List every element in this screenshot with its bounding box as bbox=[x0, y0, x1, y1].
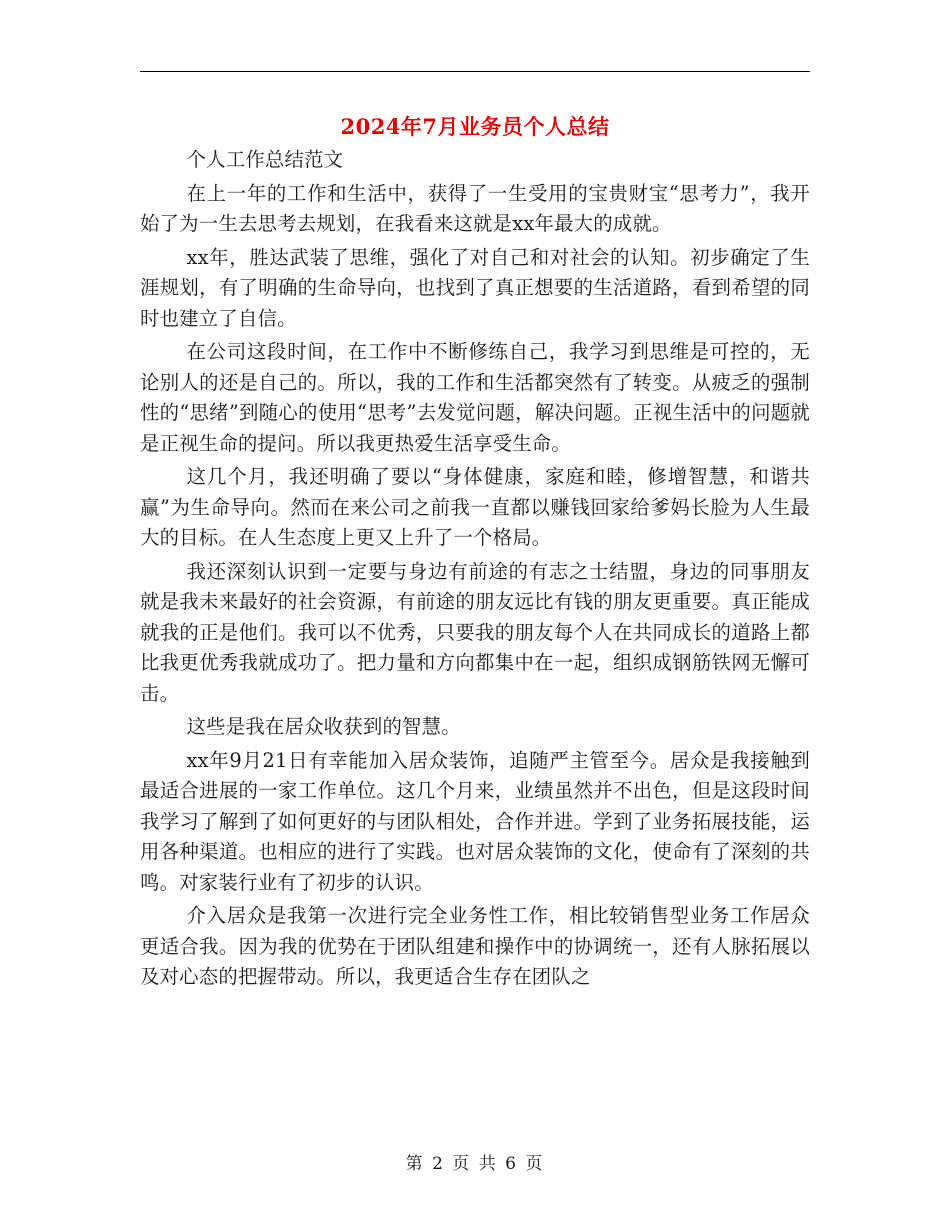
paragraph: 在公司这段时间，在工作中不断修练自己，我学习到思维是可控的，无论别人的还是自己的。所以，我的工作和生活都突然有了转变。从疲乏的强制性的“思绪”到随心的使用“思考”去发觉问题，解决问题。正视生活中的问题就是正视生命的提问。所以我更热爱生活享受生命。 bbox=[140, 340, 810, 455]
paragraph: xx年，胜达武装了思维，强化了对自己和对社会的认知。初步确定了生涯规划，有了明确的生命导向，也找到了真正想要的生活道路，看到希望的同时也建立了自信。 bbox=[140, 245, 810, 330]
paragraph: 这些是我在居众收获到的智慧。 bbox=[186, 715, 461, 738]
paragraph: 在上一年的工作和生活中，获得了一生受用的宝贵财宝“思考力”，我开始了为一生去思考去规划，在我看来这就是xx年最大的成就。 bbox=[140, 181, 810, 235]
paragraph: 这几个月，我还明确了要以“身体健康，家庭和睦，修增智慧，和谐共赢”为生命导向。然而在来公司之前我一直都以赚钱回家给爹妈长脸为人生最大的目标。在人生态度上更又上升了一个格局。 bbox=[140, 465, 810, 549]
document-body bbox=[140, 145, 810, 996]
paragraph: xx年9月21日有幸能加入居众装饰，追随严主管至今。居众是我接触到最适合进展的一家工作单位。这几个月来，业绩虽然并不出色，但是这段时间我学习了解到了如何更好的与团队相处，合作并进。学到了业务拓展技能，运用各种渠道。也相应的进行了实践。也对居众装饰的文化，使命有了深刻的共鸣。对家装行业有了初步的认识。 bbox=[140, 748, 810, 894]
page-number: 第 2 页 共 6 页 bbox=[405, 1154, 545, 1174]
paragraph: 介入居众是我第一次进行完全业务性工作，相比较销售型业务工作居众更适合我。因为我的优势在于团队组建和操作中的协调统一，还有人脉拓展以及对心态的把握带动。所以，我更适合生存在团队之 bbox=[140, 904, 810, 988]
document-title: 2024年7月业务员个人总结 bbox=[340, 114, 610, 139]
paragraph-subtitle: 个人工作总结范文 bbox=[186, 148, 344, 171]
paragraph: 我还深刻认识到一定要与身边有前途的有志之士结盟，身边的同事朋友就是我未来最好的社会资源，有前途的朋友远比有钱的朋友更重要。真正能成就我的正是他们。我可以不优秀，只要我的朋友每个人在共同成长的道路上都比我更优秀我就成功了。把力量和方向都集中在一起，组织成钢筋铁网无懈可击。 bbox=[140, 559, 810, 705]
header-divider bbox=[140, 71, 810, 72]
